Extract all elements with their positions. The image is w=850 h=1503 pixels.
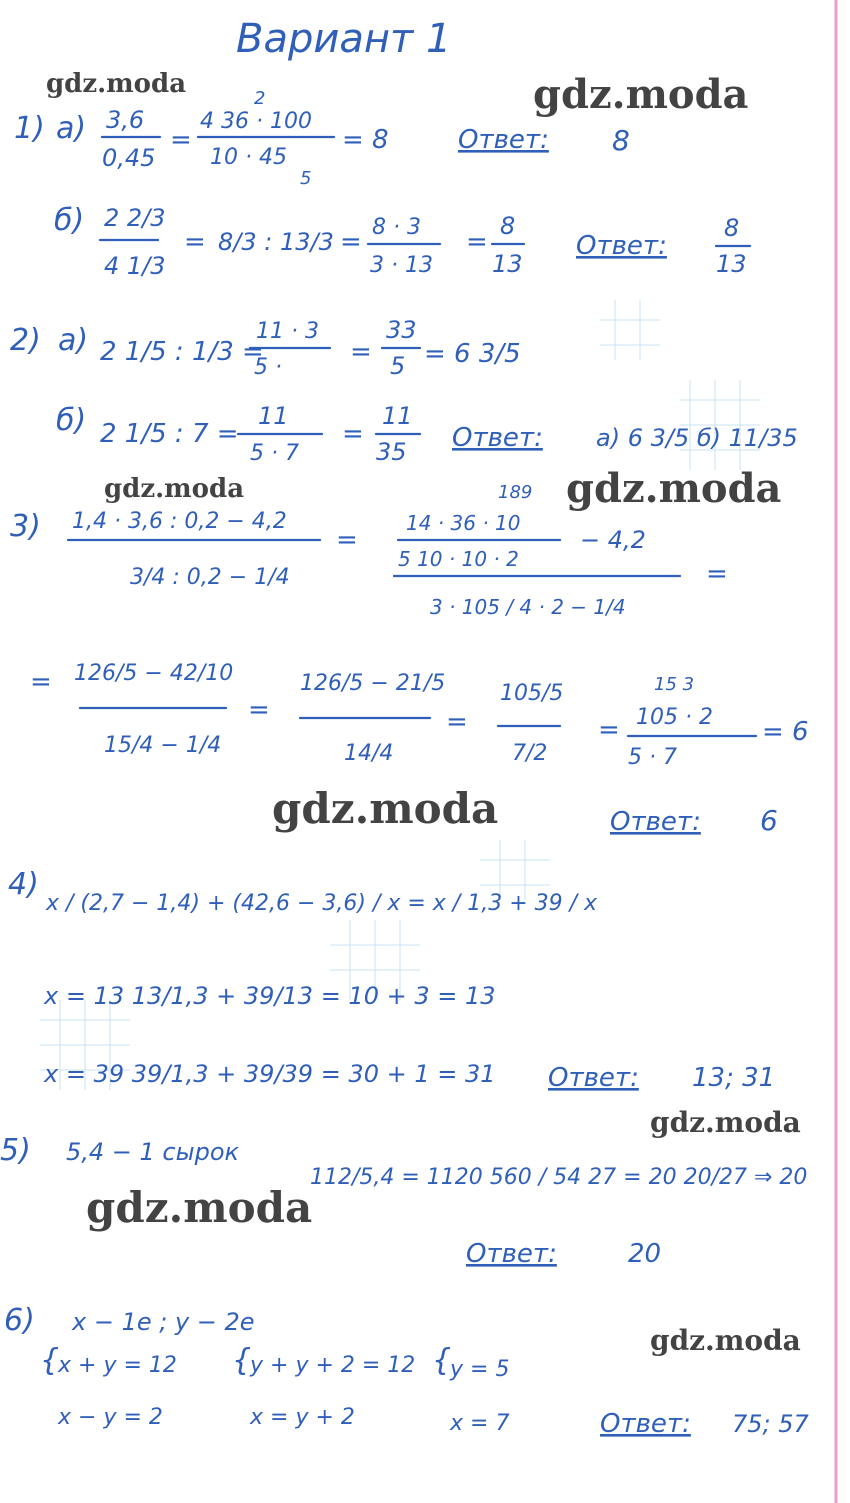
fraction-denominator: 0,45 [102, 144, 156, 172]
fraction-numerator: 14 · 36 · 10 [406, 511, 521, 535]
variables: x − 1е ; y − 2е [72, 1308, 255, 1336]
fraction-numerator: 126/5 − 42/10 [74, 661, 234, 686]
fraction-denominator: 35 [376, 438, 407, 466]
svg-text:=: = [248, 695, 270, 725]
expression: 2 1/5 : 1/3 = [100, 337, 264, 367]
fraction-numerator: 4 36 · 100 [200, 109, 312, 134]
watermark: gdz.moda [272, 784, 499, 833]
problem-2b [56, 402, 798, 466]
fraction-denominator: 5 [390, 352, 406, 380]
fraction-numerator: 1,4 · 3,6 : 0,2 − 4,2 [72, 509, 287, 534]
cancel-note: 15 3 [654, 674, 695, 695]
svg-text:=: = [350, 337, 372, 367]
watermark: gdz.moda [650, 1106, 801, 1139]
equation: 112/5,4 = 1120 560 / 54 27 = 20 20/27 ⇒ 20 [310, 1165, 808, 1190]
cancel-note: 5 [300, 168, 312, 189]
answer-label: Ответ: [548, 1063, 639, 1093]
system-row: x = 7 [450, 1411, 510, 1436]
cancel-note: 2 [254, 88, 266, 109]
subitem-label: а) [58, 323, 89, 358]
system-row: y = 5 [450, 1357, 510, 1382]
fraction-denominator: 4 1/3 [104, 252, 166, 280]
problem-number: 4) [8, 867, 39, 902]
svg-text:{: { [232, 1343, 252, 1378]
step: 8/3 : 13/3 [218, 228, 334, 256]
answer-label: Ответ: [452, 423, 543, 453]
problem-2a [10, 316, 521, 380]
problem-number: 1) [14, 111, 45, 146]
fraction-denominator: 5 · [254, 355, 282, 380]
subitem-label: а) [56, 111, 87, 146]
problem-number: 3) [10, 509, 41, 544]
fraction-numerator: 3,6 [106, 106, 145, 134]
answer-label: Ответ: [576, 231, 667, 261]
fraction-numerator: 8 · 3 [372, 215, 421, 240]
problem-number: 5) [0, 1133, 31, 1168]
problem-1b [54, 203, 750, 280]
subitem-label: б) [54, 203, 85, 238]
answer-value: а) 6 3/5 б) 11/35 [596, 424, 798, 452]
watermark: gdz.moda [566, 465, 782, 512]
system-row: x = y + 2 [250, 1405, 355, 1430]
answer-label: Ответ: [458, 125, 549, 155]
result: = 6 3/5 [424, 339, 521, 369]
answer-value: 6 [760, 804, 778, 837]
system-row: x − y = 2 [58, 1405, 163, 1430]
fraction-denominator: 5 · 7 [250, 441, 299, 466]
svg-text:{: { [432, 1343, 452, 1378]
system-row: y + y + 2 = 12 [250, 1353, 416, 1378]
answer-value: 75; 57 [732, 1410, 809, 1438]
svg-text:=: = [598, 715, 620, 745]
result: = 6 [762, 717, 809, 747]
answer-value: 13 [716, 250, 747, 278]
svg-text:{: { [40, 1343, 60, 1378]
answer-value: 13; 31 [692, 1063, 776, 1093]
answer-value: 20 [628, 1239, 662, 1269]
page-title: Вариант 1 [236, 16, 452, 62]
svg-text:=: = [342, 419, 364, 449]
step: − 4,2 [580, 526, 646, 554]
svg-text:=: = [336, 525, 358, 555]
watermark: gdz.moda [104, 474, 245, 504]
fraction-numerator: 11 [382, 402, 413, 430]
fraction-denominator: 5 · 7 [628, 745, 677, 770]
fraction-numerator: 105/5 [500, 681, 564, 706]
problem-text: 5,4 − 1 сырок [66, 1138, 239, 1166]
fraction-denominator: 10 · 45 [210, 145, 287, 170]
answer-label: Ответ: [466, 1239, 557, 1269]
case-row: x = 13 13/1,3 + 39/13 = 10 + 3 = 13 [44, 982, 496, 1010]
fraction-denominator: 3 · 13 [370, 253, 433, 278]
fraction-numerator: 11 · 3 [256, 319, 319, 344]
fraction-numerator: 105 · 2 [636, 705, 713, 730]
answer-value: 8 [724, 214, 740, 242]
svg-text:=: = [706, 559, 728, 589]
svg-text:=: = [30, 667, 52, 697]
svg-text:=: = [184, 227, 206, 257]
problem-4 [8, 867, 775, 1093]
result: = 8 [342, 125, 389, 155]
system-row: x + y = 12 [58, 1353, 177, 1378]
watermark: gdz.moda [650, 1324, 801, 1357]
fraction-denominator: 3 · 105 / 4 · 2 − 1/4 [430, 595, 626, 619]
answer-label: Ответ: [610, 807, 701, 837]
fraction-denominator: 7/2 [512, 741, 548, 766]
fraction-denominator: 14/4 [344, 741, 394, 766]
fraction-numerator: 126/5 − 21/5 [300, 671, 446, 696]
fraction-numerator: 8 [500, 212, 516, 240]
fraction-numerator: 2 2/3 [104, 204, 166, 232]
fraction-denominator: 3/4 : 0,2 − 1/4 [130, 565, 290, 590]
fraction-numerator: 33 [386, 316, 417, 344]
problem-number: 6) [4, 1303, 35, 1338]
problem-number: 2) [10, 323, 41, 358]
equation: x / (2,7 − 1,4) + (42,6 − 3,6) / x = x / 1,3 + 39 / x [46, 891, 598, 916]
subitem-label: б) [56, 403, 87, 438]
watermark: gdz.moda [533, 71, 749, 118]
watermark: gdz.moda [46, 69, 187, 99]
watermark: gdz.moda [86, 1183, 313, 1232]
case-row: x = 39 39/1,3 + 39/39 = 30 + 1 = 31 [44, 1060, 496, 1088]
cancel-note: 189 [498, 482, 533, 503]
svg-text:=: = [466, 227, 488, 257]
svg-text:=: = [340, 227, 362, 257]
answer-value: 8 [612, 124, 630, 157]
fraction-denominator: 15/4 − 1/4 [104, 733, 222, 758]
svg-text:=: = [170, 125, 192, 155]
expression: 2 1/5 : 7 = [100, 419, 239, 449]
fraction-numerator: 11 [258, 402, 289, 430]
fraction-denominator: 5 10 · 10 · 2 [398, 547, 519, 571]
svg-text:=: = [446, 707, 468, 737]
fraction-denominator: 13 [492, 250, 523, 278]
answer-label: Ответ: [600, 1409, 691, 1439]
